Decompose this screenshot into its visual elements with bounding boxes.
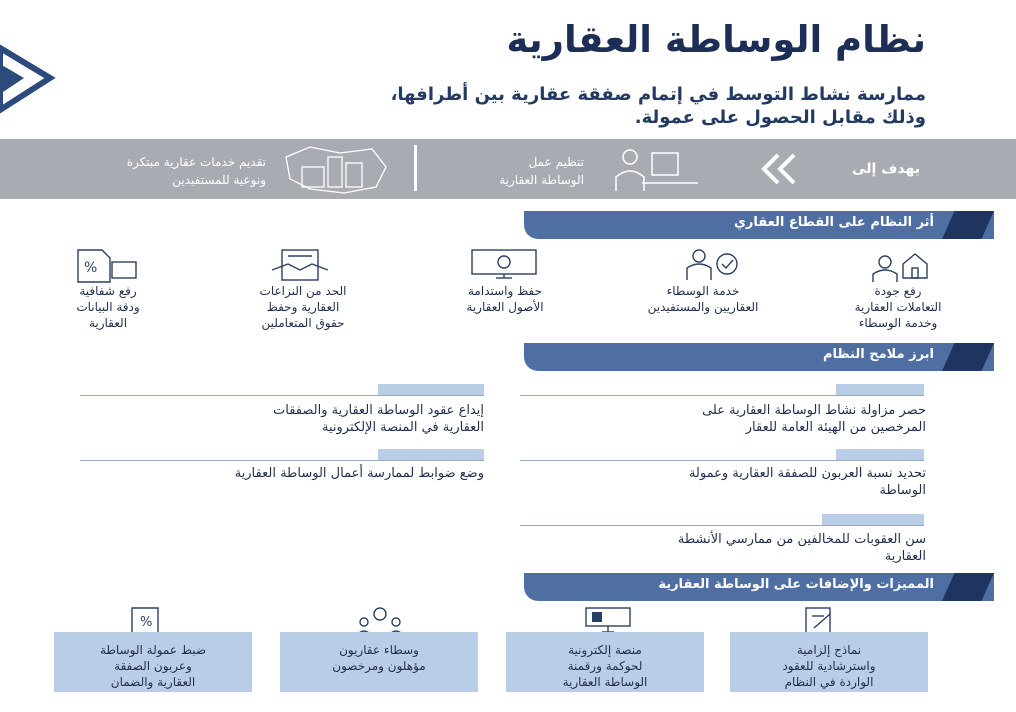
aims-label: يهدف إلى xyxy=(852,161,920,177)
feature-left-1: إيداع عقود الوساطة العقارية والصفقات العقارية في المنصة الإلكترونية xyxy=(273,403,484,435)
feature-divider xyxy=(520,460,924,461)
benefits-banner xyxy=(524,573,994,601)
page-title: نظام الوساطة العقارية xyxy=(506,18,926,61)
impact-item-1: رفع جودة التعاملات العقارية وخدمة الوسطاء xyxy=(854,284,942,330)
intro-line-1: ممارسة نشاط التوسط في إتمام صفقة عقارية بين أطرافها، xyxy=(390,84,926,105)
worker-desk-icon xyxy=(602,145,702,201)
feature-left-2: وضع ضوابط لممارسة أعمال الوساطة العقارية xyxy=(234,466,484,481)
feature-marker xyxy=(836,449,924,460)
impact-item-2: خدمة الوسطاء العقاريين والمستفيدين xyxy=(647,284,759,314)
aim-item-2: تقديم خدمات عقارية مبتكرة ونوعية للمستفيدين xyxy=(126,155,266,187)
svg-text:%: % xyxy=(140,615,153,630)
benefit-card-2: منصة إلكترونية لحوكمة ورقمنة الوساطة العقارية xyxy=(506,632,704,692)
monitor-gear-icon xyxy=(468,248,540,288)
feature-right-1: حصر مزاولة نشاط الوساطة العقارية على المرخصين من الهيئة العامة للعقار xyxy=(702,403,926,435)
aims-band xyxy=(0,139,1016,199)
handshake-document-icon xyxy=(268,248,332,288)
impact-item-3: حفظ واستدامة الأصول العقارية xyxy=(466,284,544,314)
feature-divider xyxy=(80,460,484,461)
aim-item-1: تنظيم عمل الوساطة العقارية xyxy=(499,155,584,187)
aims-divider xyxy=(414,145,417,191)
benefits-heading: المميزات والإضافات على الوساطة العقارية xyxy=(658,577,934,592)
percent-document-icon xyxy=(72,248,142,288)
feature-divider xyxy=(520,525,924,526)
features-banner xyxy=(524,343,994,371)
feature-divider xyxy=(80,395,484,396)
broker-house-icon xyxy=(865,248,935,288)
benefit-card-3: وسطاء عقاريون مؤهلون ومرخصون xyxy=(280,632,478,692)
feature-marker xyxy=(836,384,924,395)
banner-arrow-icon xyxy=(942,211,994,239)
authority-logo-icon xyxy=(0,44,56,118)
banner-arrow-icon xyxy=(942,573,994,601)
impact-banner xyxy=(524,211,994,239)
feature-right-2: تحديد نسبة العربون للصفقة العقارية وعمولة الوساطة xyxy=(688,466,926,498)
svg-text:%: % xyxy=(84,260,98,276)
feature-marker xyxy=(378,449,484,460)
feature-marker xyxy=(378,384,484,395)
impact-item-4: الحد من النزاعات العقارية وحفظ حقوق المتعاملين xyxy=(259,284,347,330)
banner-arrow-icon xyxy=(942,343,994,371)
impact-item-5: رفع شفافية ودقة البيانات العقارية xyxy=(76,284,140,330)
intro-line-2: وذلك مقابل الحصول على عمولة. xyxy=(634,107,926,128)
feature-divider xyxy=(520,395,924,396)
chevrons-icon xyxy=(758,151,806,191)
benefit-card-1: نماذج إلزامية واسترشادية للعقود الواردة في النظام xyxy=(730,632,928,692)
feature-marker xyxy=(822,514,924,525)
feature-right-3: سن العقوبات للمخالفين من ممارسي الأنشطة العقارية xyxy=(677,532,926,564)
features-heading: ابرز ملامح النظام xyxy=(822,347,934,362)
service-check-icon xyxy=(675,246,745,286)
city-map-icon xyxy=(280,143,392,201)
benefit-card-4: ضبط عمولة الوساطة وعربون الصفقة العقارية والضمان xyxy=(54,632,252,692)
impact-heading: أثر النظام على القطاع العقاري xyxy=(733,215,934,230)
